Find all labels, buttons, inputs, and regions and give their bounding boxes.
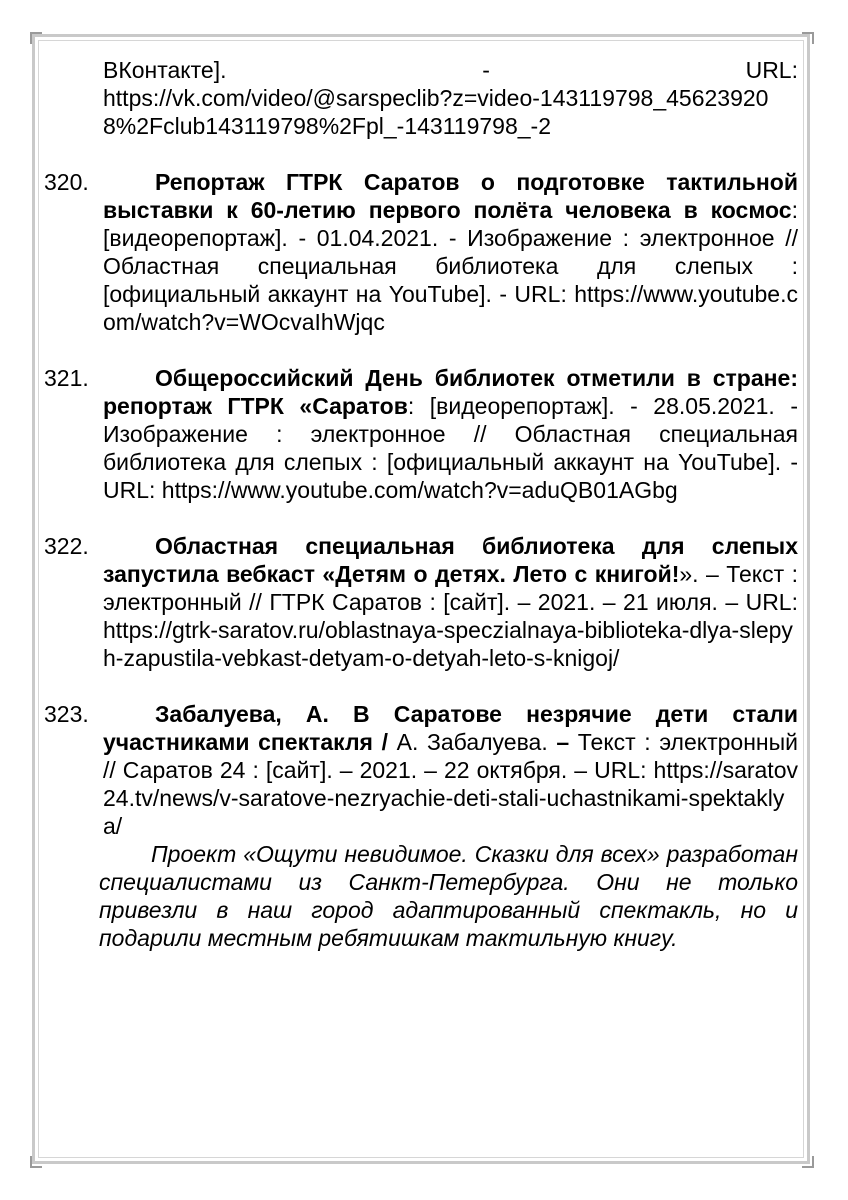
entry-title: Репортаж ГТРК Саратов о подготовке тактильной выставки к 60-летию первого полёта человека в космос (103, 169, 798, 223)
bibliography-content (44, 56, 798, 952)
entry-url[interactable]: https://www.youtube.com/watch?v=aduQB01AGbg (161, 477, 678, 503)
entry-321 (44, 364, 798, 504)
entry-322 (44, 532, 798, 672)
entry-details: : [видеорепортаж]. - 01.04.2021. - Изображение : электронное // Областная специальная библиотека для слепых : [официальный аккаунт на YouTube]. - URL: (103, 197, 798, 307)
entry-details: : [видеорепортаж]. - 28.05.2021. - Изображение : электронное // Областная специальная библиотека для слепых : [официальный аккаунт на YouTube]. - URL: (103, 393, 798, 503)
entry-number: 323. (44, 701, 89, 727)
entry-details: Текст : электронный // Саратов 24 : [сайт]. – 2021. – 22 октября. – URL: (103, 729, 798, 783)
entry-320 (44, 168, 798, 336)
entry-323 (44, 700, 798, 840)
frame-corner-top-right (802, 32, 814, 44)
entry-author: А. Забалуева. (388, 729, 557, 755)
continuation-url-label: URL: (745, 57, 798, 83)
entry-annotation: Проект «Ощути невидимое. Сказки для всех» разработан специалистами из Санкт-Петербурга. Они не только привезли в наш город адаптированный спектакль, но и подарили местным ребятишкам тактильную книгу. (99, 841, 798, 951)
frame-corner-bottom-right (802, 1156, 814, 1168)
continuation-url[interactable]: https://vk.com/video/@sarspeclib?z=video-143119798_456239208%2Fclub143119798%2Fpl_-143119798_-2 (103, 85, 769, 139)
continuation-entry (103, 56, 798, 140)
entry-number: 320. (44, 169, 89, 195)
entry-url[interactable]: https://www.youtube.com/watch?v=WOcvaIhWjqc (103, 281, 798, 335)
frame-corner-bottom-left (30, 1156, 42, 1168)
entry-dash: – (556, 729, 570, 755)
continuation-source: ВКонтакте]. (103, 57, 227, 83)
entry-url[interactable]: https://gtrk-saratov.ru/oblastnaya-speczialnaya-biblioteka-dlya-slepyh-zapustila-vebkast-detyam-o-detyah-leto-s-knigoj/ (103, 617, 793, 671)
entry-url[interactable]: https://saratov24.tv/news/v-saratove-nezryachie-deti-stali-uchastnikami-spektaklya/ (103, 757, 798, 839)
entry-title: Забалуева, А. В Саратове незрячие дети стали участниками спектакля / (103, 701, 798, 755)
continuation-dash: - (482, 57, 490, 83)
entry-details: ». – Текст : электронный // ГТРК Саратов : [сайт]. – 2021. – 21 июля. – URL: (103, 561, 798, 615)
entry-title: Общероссийский День библиотек отметили в стране: репортаж ГТРК «Саратов (103, 365, 798, 419)
entry-title: Областная специальная библиотека для слепых запустила вебкаст «Детям о детях. Лето с книгой! (103, 533, 798, 587)
frame-corner-top-left (30, 32, 42, 44)
entry-number: 322. (44, 533, 89, 559)
entry-number: 321. (44, 365, 89, 391)
